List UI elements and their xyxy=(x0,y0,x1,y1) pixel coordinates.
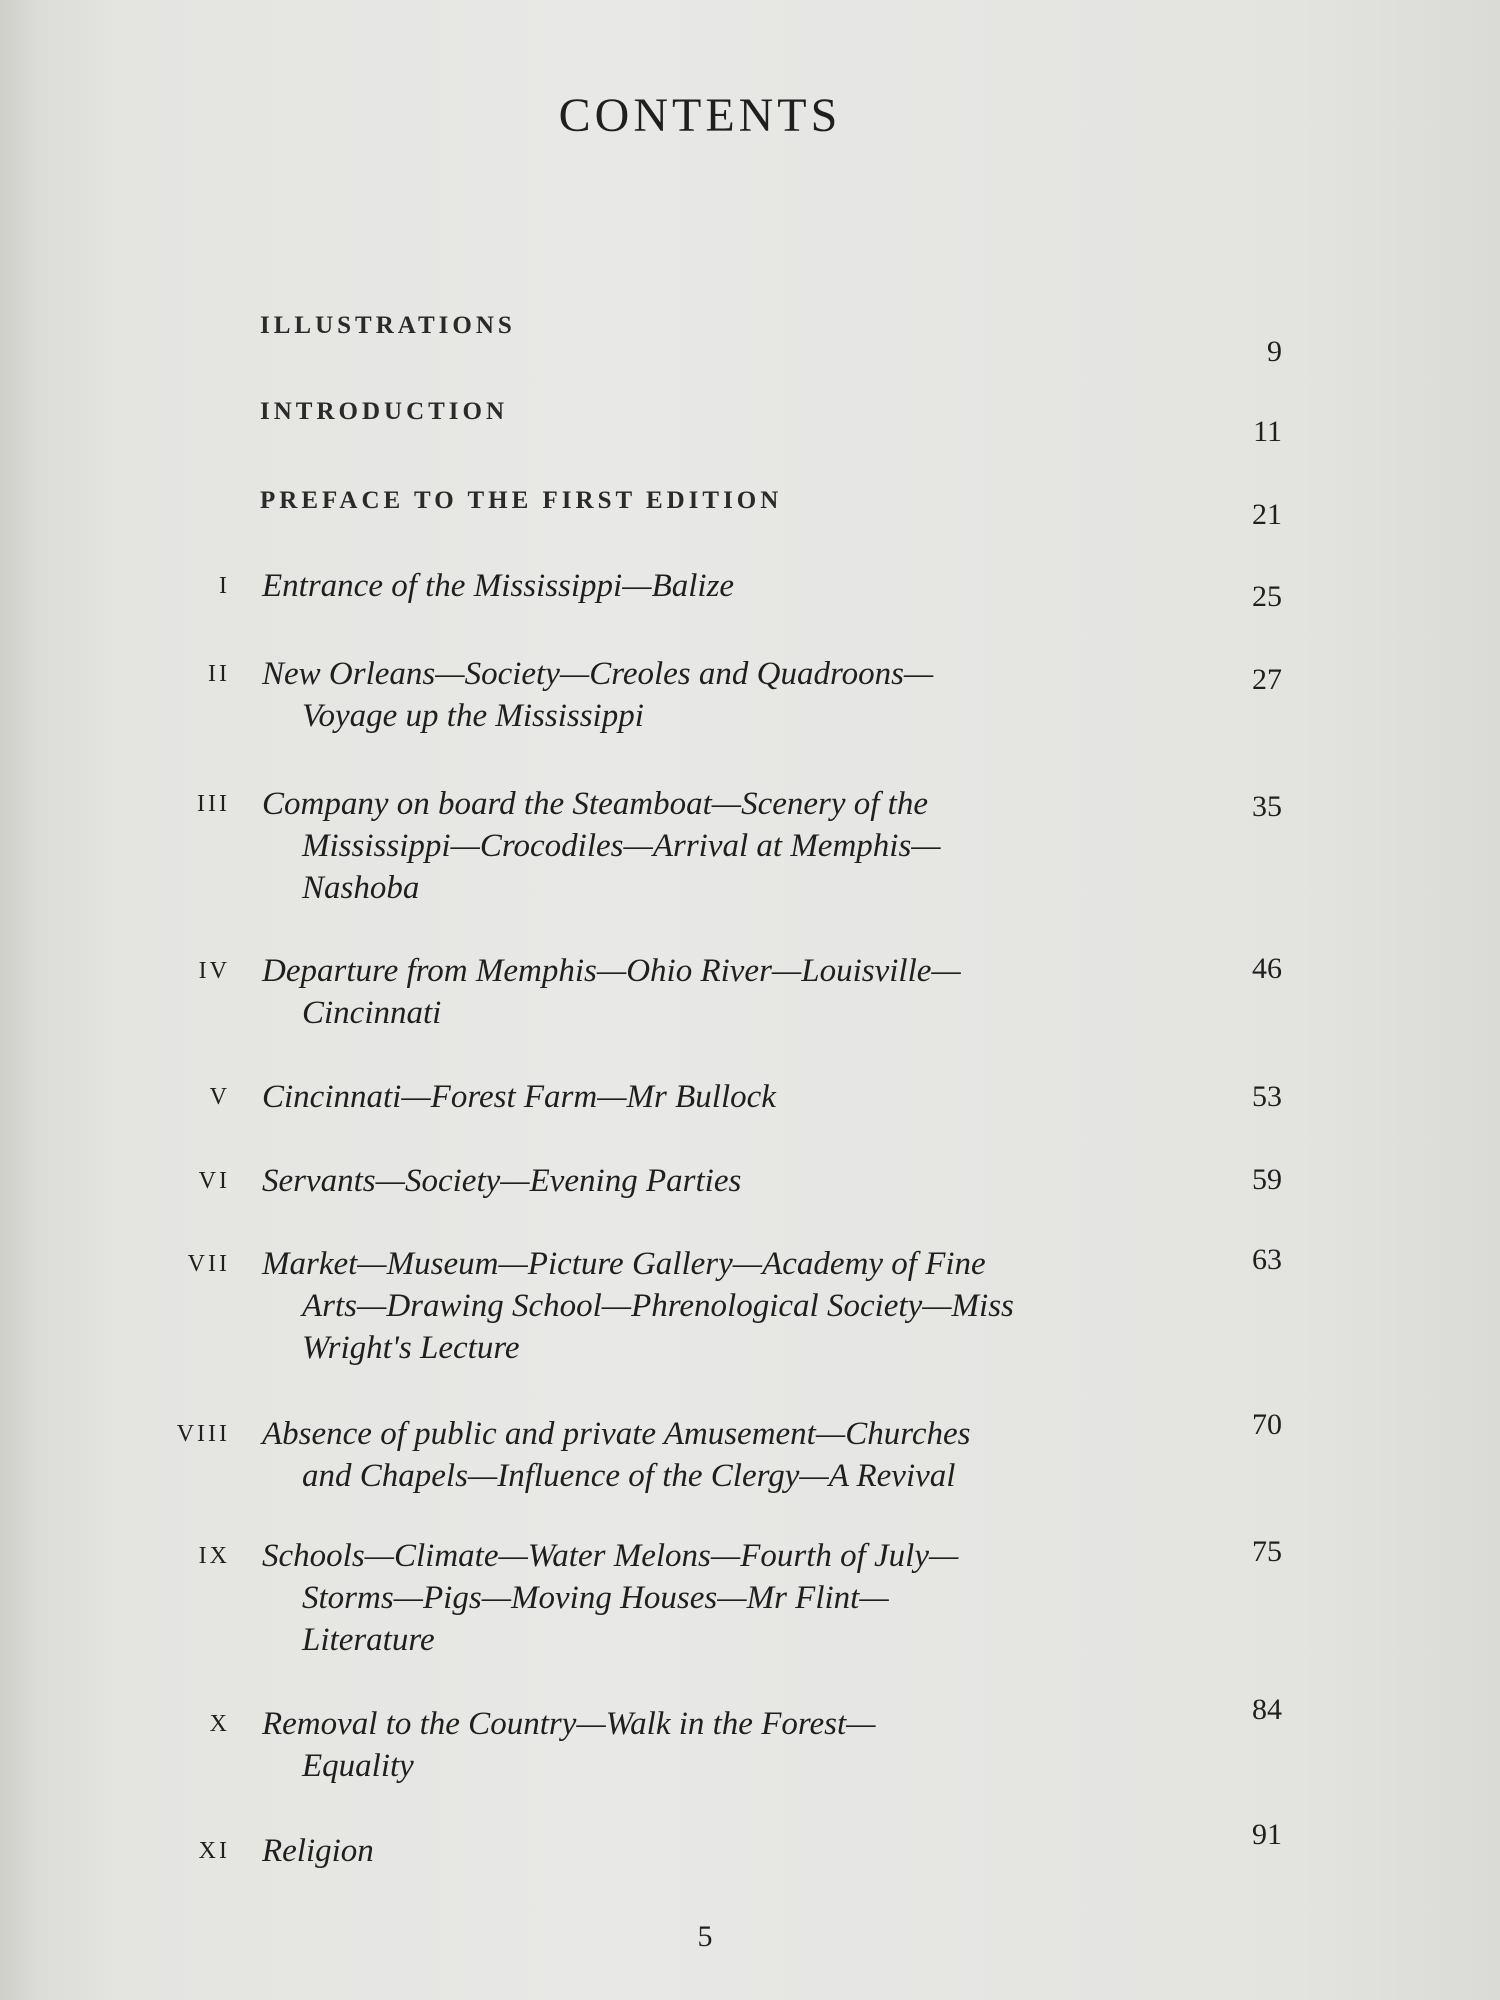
chapter-title-line: Arts—Drawing School—Phrenological Society—Miss xyxy=(302,1288,1014,1324)
chapter-page: 63 xyxy=(1252,1243,1282,1276)
chapter-title-line: Departure from Memphis—Ohio River—Louisville— xyxy=(262,953,961,989)
chapter-title xyxy=(262,565,1182,607)
chapter-title-line: Cincinnati—Forest Farm—Mr Bullock xyxy=(262,1079,776,1115)
chapter-title-line: Religion xyxy=(262,1833,374,1869)
chapter-title-line: Storms—Pigs—Moving Houses—Mr Flint— xyxy=(302,1580,889,1616)
chapter-title xyxy=(262,950,1182,1034)
chapter-numeral: II xyxy=(208,661,230,687)
chapter-title-line: New Orleans—Society—Creoles and Quadroons— xyxy=(262,656,934,692)
chapter-numeral: III xyxy=(197,791,230,817)
chapter-numeral: XI xyxy=(198,1838,230,1864)
chapter-page: 59 xyxy=(1252,1163,1282,1196)
chapter-title-line: Company on board the Steamboat—Scenery of the xyxy=(262,786,928,822)
chapter-title-line: Literature xyxy=(302,1622,435,1658)
chapter-title-line: Schools—Climate—Water Melons—Fourth of July— xyxy=(262,1538,959,1574)
chapter-numeral: VI xyxy=(198,1168,230,1194)
chapter-page: 35 xyxy=(1252,790,1282,823)
chapter-page: 53 xyxy=(1252,1080,1282,1113)
chapter-title xyxy=(262,1703,1182,1787)
chapter-page: 25 xyxy=(1252,580,1282,613)
chapter-title xyxy=(262,1160,1182,1202)
chapter-title-line: Nashoba xyxy=(302,870,420,906)
chapter-title xyxy=(262,783,1182,909)
chapter-title-line: and Chapels—Influence of the Clergy—A Revival xyxy=(302,1458,956,1494)
chapter-page: 91 xyxy=(1252,1818,1282,1851)
front-matter-page: 9 xyxy=(1267,335,1282,368)
page-title: CONTENTS xyxy=(558,89,842,142)
chapter-title-line: Absence of public and private Amusement—Churches xyxy=(262,1416,971,1452)
chapter-title-line: Wright's Lecture xyxy=(302,1330,520,1366)
page-number: 5 xyxy=(697,1920,713,1953)
chapter-numeral: VIII xyxy=(176,1421,230,1447)
chapter-title-line: Voyage up the Mississippi xyxy=(302,698,644,734)
chapter-title-line: Cincinnati xyxy=(302,995,442,1031)
chapter-page: 46 xyxy=(1252,952,1282,985)
chapter-title xyxy=(262,1535,1182,1661)
chapter-title-line: Market—Museum—Picture Gallery—Academy of Fine xyxy=(262,1246,986,1282)
chapter-title xyxy=(262,1413,1182,1497)
chapter-title-line: Removal to the Country—Walk in the Forest— xyxy=(262,1706,876,1742)
chapter-page: 27 xyxy=(1252,663,1282,696)
chapter-title xyxy=(262,653,1182,737)
chapter-title-line: Entrance of the Mississippi—Balize xyxy=(262,568,735,604)
chapter-numeral: X xyxy=(209,1711,230,1737)
front-matter-label: ILLUSTRATIONS xyxy=(260,312,516,339)
chapter-numeral: IX xyxy=(198,1543,230,1569)
chapter-numeral: I xyxy=(219,573,230,599)
chapter-title xyxy=(262,1076,1182,1118)
front-matter-page: 21 xyxy=(1252,498,1282,531)
chapter-title xyxy=(262,1243,1182,1369)
chapter-numeral: V xyxy=(209,1084,230,1110)
front-matter-label: INTRODUCTION xyxy=(260,398,509,425)
chapter-title-line: Mississippi—Crocodiles—Arrival at Memphis— xyxy=(302,828,941,864)
front-matter-page: 11 xyxy=(1253,415,1282,448)
chapter-title xyxy=(262,1830,1182,1872)
chapter-page: 84 xyxy=(1252,1693,1282,1726)
chapter-title-line: Equality xyxy=(302,1748,414,1784)
chapter-numeral: VII xyxy=(187,1251,230,1277)
front-matter-label: PREFACE TO THE FIRST EDITION xyxy=(260,487,783,514)
chapter-page: 75 xyxy=(1252,1535,1282,1568)
chapter-title-line: Servants—Society—Evening Parties xyxy=(262,1163,742,1199)
chapter-numeral: IV xyxy=(198,958,230,984)
chapter-page: 70 xyxy=(1252,1408,1282,1441)
